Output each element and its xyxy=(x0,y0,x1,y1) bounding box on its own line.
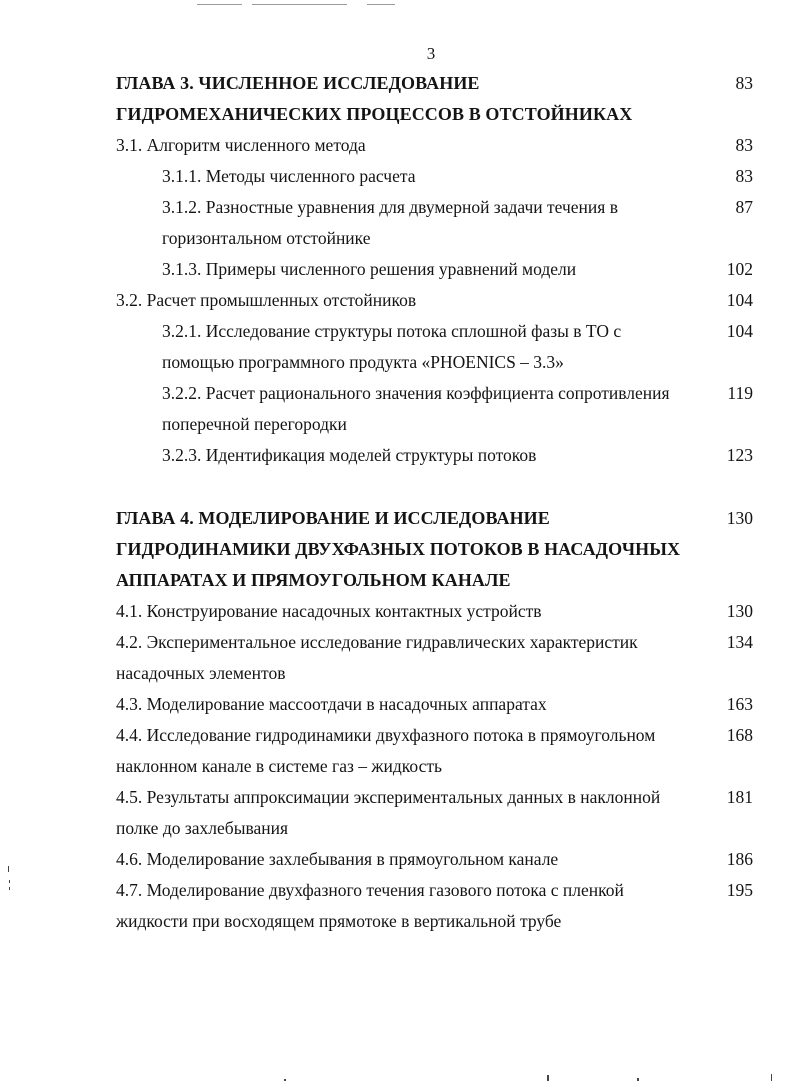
toc-entry-page[interactable]: 102 xyxy=(726,259,753,279)
toc-entry-page[interactable]: 87 xyxy=(735,197,753,217)
toc-entry-3-1-2[interactable]: 3.1.2. Разностные уравнения для двумерной задачи течения в xyxy=(162,197,618,217)
scan-speck xyxy=(9,880,10,883)
toc-entry-page[interactable]: 181 xyxy=(726,787,753,807)
scan-speck xyxy=(9,887,10,890)
toc-entry-4-2[interactable]: 4.2. Экспериментальное исследование гидравлических характеристик xyxy=(116,632,638,652)
toc-entry-3-1[interactable]: 3.1. Алгоритм численного метода xyxy=(116,135,366,155)
scan-artifact-line xyxy=(197,4,242,5)
toc-entry-page[interactable]: 104 xyxy=(726,290,753,310)
toc-entry-continuation[interactable]: насадочных элементов xyxy=(116,663,286,683)
toc-entry-4-7[interactable]: 4.7. Моделирование двухфазного течения газового потока с пленкой xyxy=(116,880,624,900)
scan-speck xyxy=(284,1079,286,1081)
toc-entry-continuation[interactable]: горизонтальном отстойнике xyxy=(162,228,371,248)
toc-entry-continuation[interactable]: наклонном канале в системе газ – жидкость xyxy=(116,756,442,776)
chapter-title-line[interactable]: ГЛАВА 4. МОДЕЛИРОВАНИЕ И ИССЛЕДОВАНИЕ xyxy=(116,508,550,528)
scan-speck xyxy=(547,1075,549,1081)
toc-entry-page[interactable]: 168 xyxy=(726,725,753,745)
toc-entry-page[interactable]: 83 xyxy=(735,135,753,155)
toc-entry-3-1-1[interactable]: 3.1.1. Методы численного расчета xyxy=(162,166,416,186)
chapter-title-line[interactable]: ГИДРОДИНАМИКИ ДВУХФАЗНЫХ ПОТОКОВ В НАСАДОЧНЫХ xyxy=(116,539,681,559)
toc-entry-page[interactable]: 104 xyxy=(726,321,753,341)
toc-entry-3-2-3[interactable]: 3.2.3. Идентификация моделей структуры потоков xyxy=(162,445,537,465)
toc-entry-page[interactable]: 119 xyxy=(727,383,753,403)
page-number: 3 xyxy=(426,44,436,63)
toc-entry-page[interactable]: 195 xyxy=(726,880,753,900)
toc-entry-continuation[interactable]: поперечной перегородки xyxy=(162,414,347,434)
toc-entry-continuation[interactable]: помощью программного продукта «PHOENICS – 3.3» xyxy=(162,352,564,372)
toc-entry-3-2-1[interactable]: 3.2.1. Исследование структуры потока сплошной фазы в ТО с xyxy=(162,321,622,341)
toc-entry-page[interactable]: 130 xyxy=(726,601,753,621)
toc-entry-4-3[interactable]: 4.3. Моделирование массоотдачи в насадочных аппаратах xyxy=(116,694,547,714)
scan-artifact-line xyxy=(252,4,347,5)
toc-entry-page[interactable]: 123 xyxy=(726,445,753,465)
chapter-page-number[interactable]: 130 xyxy=(726,508,753,528)
scan-artifact-line xyxy=(367,4,395,5)
toc-entry-page[interactable]: 186 xyxy=(726,849,753,869)
scan-speck xyxy=(771,1074,772,1081)
toc-entry-page[interactable]: 83 xyxy=(735,166,753,186)
scan-speck xyxy=(637,1078,639,1081)
toc-entry-4-6[interactable]: 4.6. Моделирование захлебывания в прямоугольном канале xyxy=(116,849,559,869)
toc-entry-4-1[interactable]: 4.1. Конструирование насадочных контактных устройств xyxy=(116,601,542,621)
chapter-title-line[interactable]: АППАРАТАХ И ПРЯМОУГОЛЬНОМ КАНАЛЕ xyxy=(116,570,511,590)
toc-entry-4-4[interactable]: 4.4. Исследование гидродинамики двухфазного потока в прямоугольном xyxy=(116,725,656,745)
chapter-title-line[interactable]: ГЛАВА 3. ЧИСЛЕННОЕ ИССЛЕДОВАНИЕ xyxy=(116,73,480,93)
toc-entry-continuation[interactable]: полке до захлебывания xyxy=(116,818,289,838)
toc-entry-page[interactable]: 163 xyxy=(726,694,753,714)
toc-entry-3-1-3[interactable]: 3.1.3. Примеры численного решения уравнений модели xyxy=(162,259,577,279)
toc-entry-continuation[interactable]: жидкости при восходящем прямотоке в вертикальной трубе xyxy=(116,911,562,931)
toc-entry-3-2[interactable]: 3.2. Расчет промышленных отстойников xyxy=(116,290,417,310)
scan-speck xyxy=(8,866,9,872)
chapter-page-number[interactable]: 83 xyxy=(735,73,753,93)
toc-entry-page[interactable]: 134 xyxy=(726,632,753,652)
toc-entry-4-5[interactable]: 4.5. Результаты аппроксимации экспериментальных данных в наклонной xyxy=(116,787,661,807)
toc-entry-3-2-2[interactable]: 3.2.2. Расчет рационального значения коэффициента сопротивления xyxy=(162,383,670,403)
chapter-title-line[interactable]: ГИДРОМЕХАНИЧЕСКИХ ПРОЦЕССОВ В ОТСТОЙНИКАХ xyxy=(116,104,633,124)
